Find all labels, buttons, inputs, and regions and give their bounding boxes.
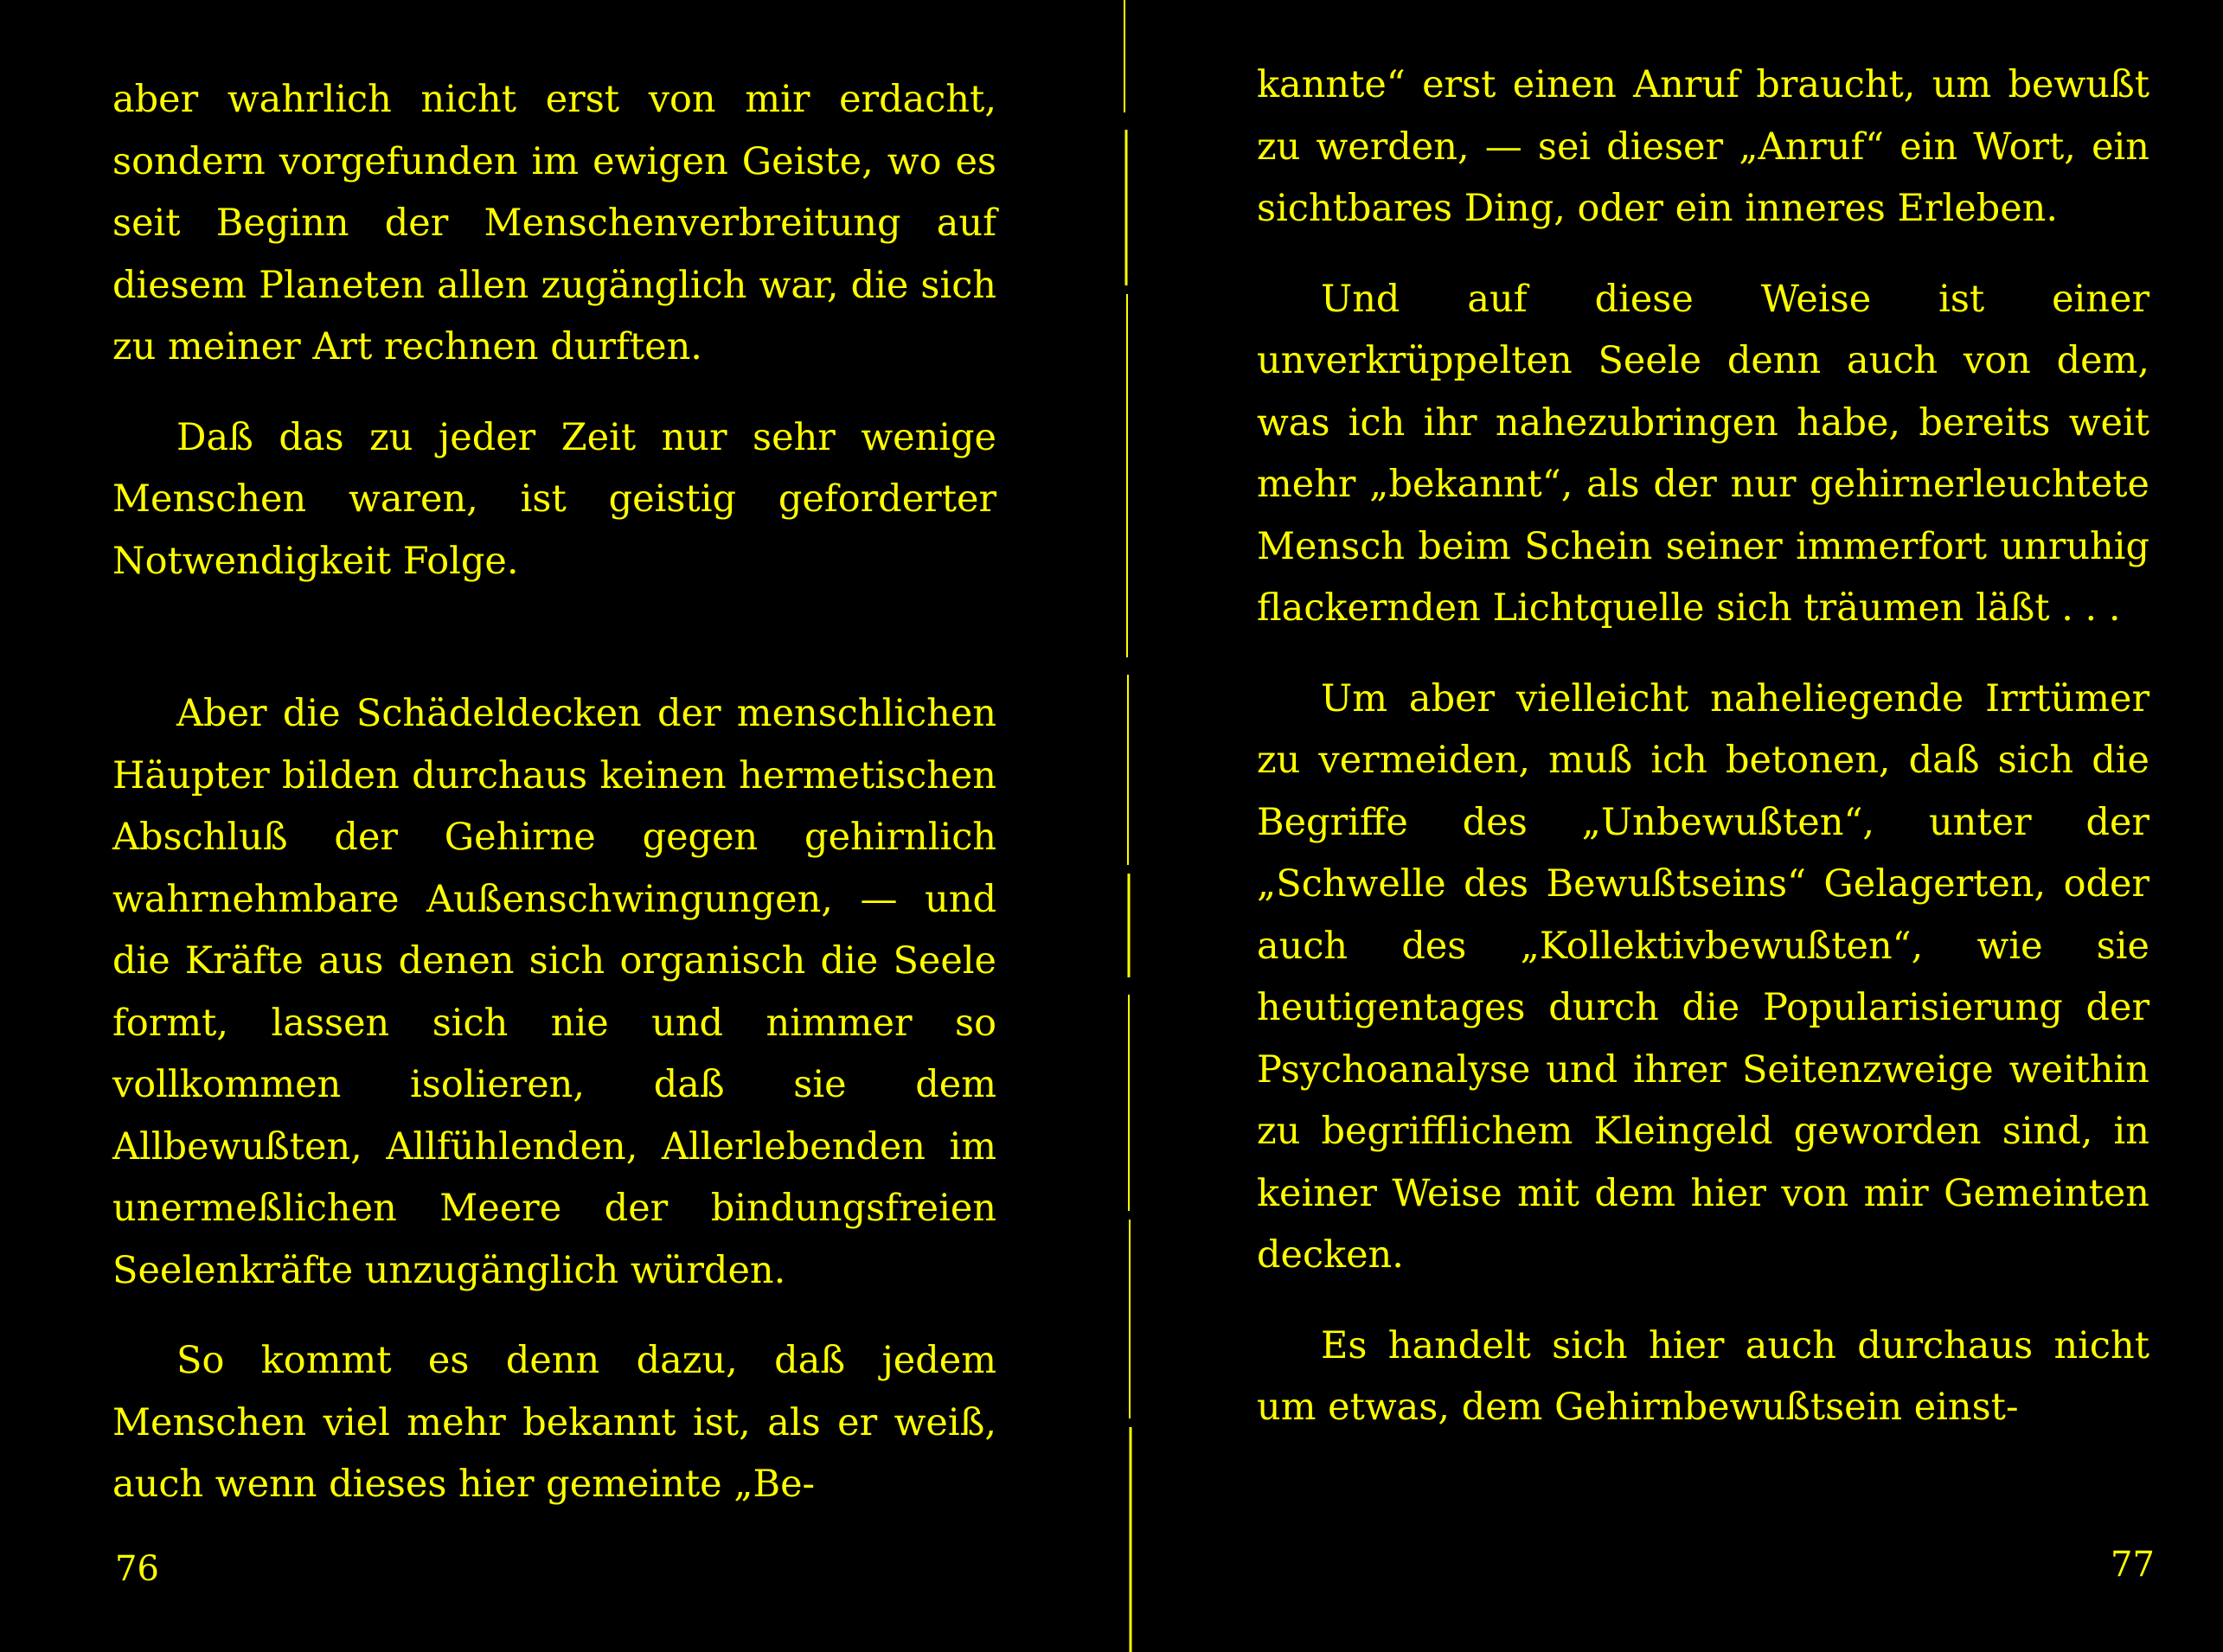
paragraph: aber wahrlich nicht erst von mir erdacht, sondern vorgefunden im ewigen Geiste, wo es seit Beginn der Menschenverbreitung auf diesem Planeten allen zugänglich war, die sich zu meiner Art rechnen durften. [112,78,996,368]
paragraph: Und auf diese Weise ist einer unverkrüppelten Seele denn auch von dem, was ich ihr nahezubringen habe, bereits weit mehr „bekannt“, als der nur gehirnerleuchtete Mensch beim Schein seiner immerfort unruhig flackernden Lichtquelle sich träumen läßt . . . [1257,277,2149,630]
paragraph: So kommt es denn dazu, daß jedem Menschen viel mehr bekannt ist, als er weiß, auch wenn dieses hier gemeinte „Be- [112,1339,996,1506]
paragraph: kannte“ erst einen Anruf braucht, um bewußt zu werden, — sei dieser „Anruf“ ein Wort, ein sichtbares Ding, oder ein inneres Erleben. [1257,63,2149,230]
paragraph: Um aber vielleicht naheliegende Irrtümer zu vermeiden, muß ich betonen, daß sich die Begriffe des „Unbewußten“, unter der „Schwelle des Bewußtseins“ Gelagerten, oder auch des „Kollektivbewußten“, wie sie heutigentages durch die Popularisierung der Psychoanalyse und ihrer Seitenzweige weithin zu begrifflichem Kleingeld geworden sind, in keiner Weise mit dem hier von mir Gemeinten decken. [1257,676,2149,1277]
book-gutter [1123,0,1135,1652]
right-page-text [1257,54,2149,1439]
page-number: 76 [115,1549,159,1589]
left-page-text [112,69,996,1516]
right-page [1142,0,2223,1652]
paragraph: Aber die Schädeldecken der menschlichen Häupter bilden durchaus keinen hermetischen Abschluß der Gehirne gegen gehirnlich wahrnehmbare Außenschwingungen, — und die Kräfte aus denen sich organisch die Seele formt, lassen sich nie und nimmer so vollkommen isolieren, daß sie dem Allbewußten, Allfühlenden, Allerlebenden im unermeßlichen Meere der bindungsfreien Seelenkräfte unzugänglich würden. [112,692,996,1292]
page-number: 77 [2111,1545,2155,1585]
paragraph: Es handelt sich hier auch durchaus nicht um etwas, dem Gehirnbewußtsein einst- [1257,1323,2149,1429]
paragraph: Daß das zu jeder Zeit nur sehr wenige Menschen waren, ist geistig geforderter Notwendigkeit Folge. [112,415,996,583]
